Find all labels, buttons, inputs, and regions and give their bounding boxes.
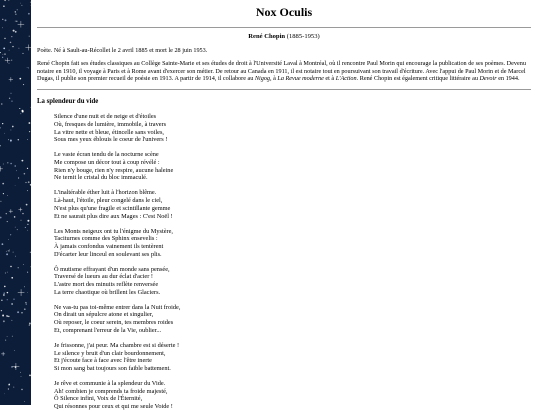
star xyxy=(11,60,12,61)
star xyxy=(8,0,9,1)
title-divider xyxy=(37,27,531,28)
star xyxy=(10,163,12,165)
poem-title: La splendeur du vide xyxy=(37,98,99,106)
poem-stanza xyxy=(54,342,531,373)
starfield-graphic xyxy=(0,0,31,405)
star xyxy=(23,264,24,265)
poem-stanza xyxy=(54,189,531,220)
star xyxy=(4,53,6,55)
star xyxy=(26,204,28,206)
star xyxy=(27,230,28,231)
star xyxy=(15,31,17,33)
poem-line: D'écarter leur linceul en soulevant ses plis. xyxy=(54,250,162,258)
star xyxy=(20,3,21,4)
poem-line: Ne vas-tu pas toi-même entrer dans la Nuit froide, xyxy=(54,303,181,311)
star xyxy=(18,48,19,49)
star xyxy=(22,213,23,214)
star xyxy=(4,286,6,288)
star xyxy=(3,54,4,55)
star xyxy=(15,11,16,12)
star xyxy=(5,19,7,21)
bio-paragraph: René Chopin fait ses études classiques au Collège Sainte-Marie et ses études de droit à l'Université Laval à Montréal, où il rencontre Paul Morin qui encourage la publication de ses poèmes. Devenu notaire en 1910, il voyage à Paris et à Rome avant d'exercer son métier. De retour au Canada en 1911, il est notaire tout en poursuivant son travail d'écriture. Avec l'appui de Paul Morin et de Marcel Dugas, il publie son premier recueil de poésie en 1913. A partir de 1914, il collabore au Nigog, à La Revue moderne et à L'Action. René Chopin est également critique littéraire au Devoir en 1944. xyxy=(37,59,526,83)
poem-stanza xyxy=(54,266,531,297)
star xyxy=(19,78,21,80)
star xyxy=(31,5,32,6)
star xyxy=(29,323,31,325)
poem-line: Et, comprenant l'erreur de la Vie, oublier... xyxy=(54,326,162,334)
star xyxy=(27,220,29,222)
star xyxy=(2,123,3,124)
star xyxy=(18,177,19,178)
star xyxy=(11,277,13,279)
star xyxy=(12,46,13,47)
star xyxy=(3,5,5,7)
poem-line: Les Monts neigeux ont tu l'énigme du Mystère, xyxy=(54,227,174,235)
star xyxy=(9,63,10,64)
poem-line: Là-haut, l'étoile, pleur congelé dans le ciel, xyxy=(54,197,163,205)
devoir-title: Devoir xyxy=(479,75,497,83)
star xyxy=(3,294,5,296)
star xyxy=(7,272,8,273)
star xyxy=(28,13,30,15)
sparkle-star xyxy=(18,21,25,28)
star xyxy=(5,272,6,273)
star xyxy=(15,185,16,186)
star xyxy=(27,292,28,293)
star xyxy=(27,190,28,191)
star xyxy=(9,249,10,250)
star xyxy=(20,372,21,373)
star xyxy=(15,14,16,15)
poem-stanza xyxy=(54,151,531,182)
star xyxy=(13,30,15,32)
poem-stanza xyxy=(54,304,531,335)
star xyxy=(23,84,24,85)
star xyxy=(3,193,4,194)
star xyxy=(7,292,8,293)
star xyxy=(2,243,4,245)
star xyxy=(28,122,30,124)
sparkle-star xyxy=(1,352,5,356)
star xyxy=(8,250,9,251)
star xyxy=(5,340,6,341)
poem-line: Et ne saurait plus dire aux Mages : C'est Noël ! xyxy=(54,212,173,220)
star xyxy=(18,267,19,268)
star xyxy=(21,160,23,162)
revue-moderne-title: La Revue moderne xyxy=(277,75,324,83)
star xyxy=(8,388,9,389)
poem-line: Ô mutisme effrayant d'un monde sans pensée, xyxy=(54,265,170,273)
star xyxy=(30,252,31,253)
star xyxy=(14,216,16,218)
star xyxy=(10,266,11,267)
star xyxy=(7,195,8,196)
star xyxy=(20,113,21,114)
star xyxy=(8,139,9,140)
poem-line: Où reposer, le coeur serein, tes membres roides xyxy=(54,319,174,327)
star xyxy=(4,393,5,394)
star xyxy=(29,36,30,37)
poem-line: On dirait un sépulcre atone et singulier, xyxy=(54,311,154,319)
sparkle-star xyxy=(0,166,3,171)
star xyxy=(26,304,27,305)
poem-line: Je rêve et communie à la splendeur du Vide. xyxy=(54,379,166,387)
star xyxy=(15,21,16,22)
star xyxy=(21,376,22,377)
star xyxy=(11,141,12,142)
star xyxy=(10,234,11,235)
poem-line: Taciturnes comme des Sphinx ensevelis : xyxy=(54,235,158,243)
author-heading xyxy=(37,33,531,41)
star xyxy=(27,168,28,169)
star xyxy=(7,221,8,222)
star xyxy=(18,139,19,140)
poem-line: Qui résonnes pour ceux et qui me seule Voide ! xyxy=(54,403,173,411)
star xyxy=(30,184,32,186)
star xyxy=(3,164,4,165)
poem-stanza xyxy=(54,113,531,144)
star xyxy=(24,286,25,287)
poem-stanza xyxy=(54,228,531,259)
star xyxy=(6,213,7,214)
star xyxy=(2,57,3,58)
bio-divider xyxy=(37,89,531,90)
star xyxy=(27,139,28,140)
star xyxy=(9,50,10,51)
poem-line: Silence d'une nuit et de neige et d'étoiles xyxy=(54,113,157,121)
star xyxy=(21,5,22,6)
star xyxy=(11,101,12,102)
poem-line: La terre chaotique où brillent les Glaciers. xyxy=(54,288,161,296)
star xyxy=(27,272,28,273)
star xyxy=(17,311,19,313)
star xyxy=(15,256,16,257)
star xyxy=(11,320,12,321)
poem-body xyxy=(54,113,531,411)
sparkle-star xyxy=(5,58,10,63)
poem-stanza xyxy=(54,380,531,411)
star xyxy=(12,336,13,337)
star xyxy=(3,292,4,293)
sparkle-star xyxy=(9,77,13,81)
star xyxy=(7,336,8,337)
star xyxy=(6,251,7,252)
star xyxy=(0,127,1,128)
star xyxy=(13,387,14,388)
poem-line: Je frissonne, j'ai peur. Ma chambre est si déserte ! xyxy=(54,341,180,349)
poem-line: N'est plus qu'une fragile et scintillante gemme xyxy=(54,204,171,212)
star xyxy=(9,98,10,99)
starfield-sidebar xyxy=(0,0,31,405)
poem-line: Si mon sang bat toujours son faible battement. xyxy=(54,364,171,372)
star xyxy=(28,67,29,68)
star xyxy=(3,320,5,322)
poem-line: Le silence y bruit d'un clair bourdonnement, xyxy=(54,349,166,357)
poem-line: L'astre mort des minuits reflète renversée xyxy=(54,281,159,289)
poem-line: Me compose un décor tout à coup révélé : xyxy=(54,159,160,166)
star xyxy=(27,224,28,225)
star xyxy=(6,315,8,317)
star xyxy=(1,310,2,311)
star xyxy=(21,389,22,390)
author-dates: (1885-1953) xyxy=(286,33,320,40)
poem-line: Et j'écoute face à face avec l'être inerte xyxy=(54,357,152,365)
star xyxy=(25,227,26,228)
star xyxy=(10,130,11,131)
star xyxy=(15,165,16,166)
poem-line: Ne ternit le cristal du bloc immaculé. xyxy=(54,174,148,182)
star xyxy=(8,251,9,252)
star xyxy=(25,182,26,183)
star xyxy=(7,162,8,163)
star xyxy=(30,107,31,108)
star xyxy=(2,27,3,28)
star xyxy=(6,253,8,255)
star xyxy=(16,170,17,171)
star xyxy=(4,0,5,1)
star xyxy=(24,173,26,175)
nigog-title: Nigog xyxy=(254,75,271,83)
star xyxy=(10,140,12,142)
star xyxy=(7,299,8,300)
star xyxy=(30,266,31,267)
star xyxy=(30,2,31,3)
star xyxy=(2,315,4,317)
page-content xyxy=(37,0,531,411)
star xyxy=(22,110,24,112)
star xyxy=(10,93,11,94)
poem-line: Traversé de lueurs au dur éclat d'acier ! xyxy=(54,273,153,281)
sparkle-star xyxy=(25,45,31,51)
poem-line: La vitre nette et bleue, étincelle sans voiles, xyxy=(54,128,164,136)
star xyxy=(8,384,10,386)
star xyxy=(19,108,20,109)
poem-line: Le vaste écran tendu de la nocturne scène xyxy=(54,151,159,159)
poem-line: À jamais confondus vainement ils tentèrent xyxy=(54,242,164,250)
star xyxy=(2,19,3,20)
author-name: René Chopin xyxy=(248,33,286,40)
star xyxy=(21,312,23,314)
star xyxy=(25,302,27,304)
star xyxy=(28,181,30,183)
poem-line: Où, fresques de lumière, immobile, à travers xyxy=(54,120,167,128)
bio-line: Poète. Né à Sault-au-Récollet le 2 avril 1885 et mort le 28 juin 1953. xyxy=(37,47,208,54)
star xyxy=(16,21,17,22)
star xyxy=(4,38,5,39)
star xyxy=(13,252,14,253)
poem-line: Ô Silence infini, Voix de l'Éternité, xyxy=(54,395,143,403)
star xyxy=(29,325,30,326)
action-title: L'Action xyxy=(335,75,357,83)
star xyxy=(17,229,18,230)
star xyxy=(13,299,14,300)
sparkle-star xyxy=(18,289,25,296)
star xyxy=(2,183,4,185)
star xyxy=(10,42,12,44)
star xyxy=(0,52,1,53)
poem-line: Rien n'y bouge, rien n'y respire, aucune haleine xyxy=(54,166,174,174)
star xyxy=(24,401,25,402)
star xyxy=(23,53,24,54)
star xyxy=(4,133,5,134)
star xyxy=(12,126,14,128)
star xyxy=(15,227,16,228)
sparkle-star xyxy=(9,209,13,213)
star xyxy=(11,303,13,305)
star xyxy=(24,308,26,310)
star xyxy=(21,220,22,221)
poem-line: L'inaltérable éther luit à l'horizon blême. xyxy=(54,189,157,197)
star xyxy=(17,9,18,10)
poem-line: Sous mes yeux éblouis le coeur de l'univers ! xyxy=(54,136,168,144)
poem-line: Ah! combien je comprends ta froide majesté, xyxy=(54,387,168,395)
star xyxy=(0,217,2,219)
star xyxy=(1,103,2,104)
star xyxy=(27,67,28,68)
star xyxy=(3,48,5,50)
star xyxy=(0,145,1,146)
star xyxy=(8,239,9,240)
sparkle-star xyxy=(12,363,19,370)
star xyxy=(0,201,1,202)
star xyxy=(11,36,12,37)
star xyxy=(14,350,15,351)
star xyxy=(1,300,2,301)
star xyxy=(29,131,30,132)
star xyxy=(29,375,31,377)
page-title: Nox Oculis xyxy=(255,5,313,19)
sparkle-star xyxy=(18,208,22,212)
